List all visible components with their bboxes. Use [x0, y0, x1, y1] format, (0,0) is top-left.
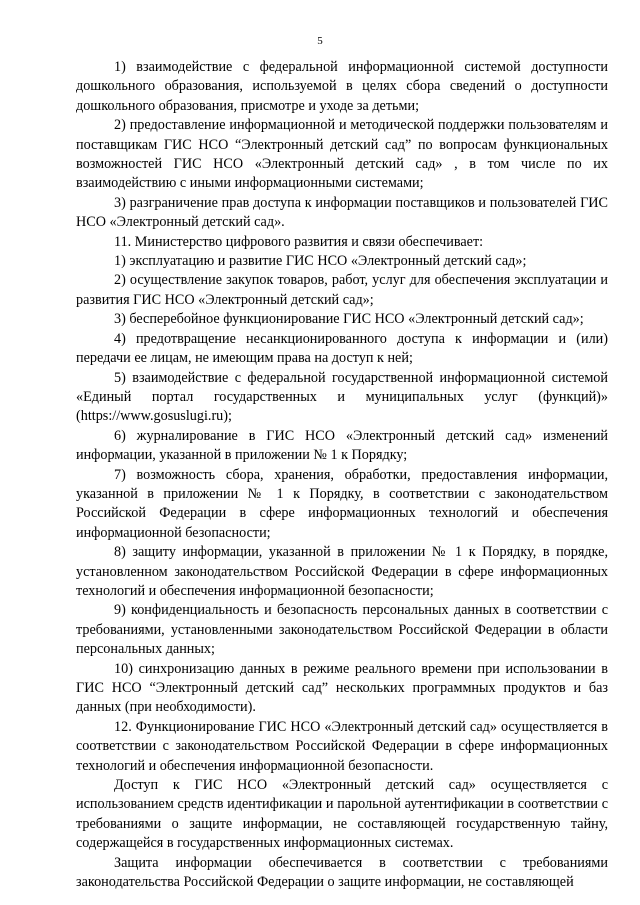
paragraph-section-12: 12. Функционирование ГИС НСО «Электронный детский сад» осуществляется в соответствии с законодательством Российской Федерации в сфере информационных технологий и обеспечения информационной безопасности.	[76, 718, 608, 774]
document-body	[76, 58, 608, 892]
paragraph-item-2: 2) предоставление информационной и методической поддержки пользователям и поставщикам ГИС НСО “Электронный детский сад” по вопросам функциональных возможностей ГИС НСО «Электронный детский сад» , в том числе по их взаимодействию с иными информационными системами;	[76, 117, 608, 192]
paragraph-item-11-9: 9) конфиденциальность и безопасность персональных данных в соответствии с требованиями, установленными законодательством Российской Федерации в области персональных данных;	[76, 602, 608, 658]
paragraph-item-1: 1) взаимодействие с федеральной информационной системой доступности дошкольного образования, используемой в целях сбора сведений о доступности дошкольного образования, присмотре и уходе за детьми;	[76, 59, 608, 114]
paragraph-access: Доступ к ГИС НСО «Электронный детский сад» осуществляется с использованием средств идентификации и парольной аутентификации в соответствии с требованиями о защите информации, не составляющей государственную тайну, содержащейся в государственных информационных системах.	[76, 777, 608, 852]
paragraph-item-11-7: 7) возможность сбора, хранения, обработки, предоставления информации, указанной в приложении № 1 к Порядку, в соответствии с законодательством Российской Федерации в сфере информационных технологий и обеспечения информационной безопасности;	[76, 466, 608, 541]
paragraph-item-3: 3) разграничение прав доступа к информации поставщиков и пользователей ГИС НСО «Электронный детский сад».	[76, 194, 608, 231]
paragraph-item-11-2: 2) осуществление закупок товаров, работ, услуг для обеспечения эксплуатации и развития ГИС НСО «Электронный детский сад»;	[76, 272, 608, 308]
paragraph-item-11-3: 3) бесперебойное функционирование ГИС НСО «Электронный детский сад»;	[114, 311, 584, 328]
paragraph-item-11-10: 10) синхронизацию данных в режиме реального времени при использовании в ГИС НСО “Электронный детский сад” нескольких программных продуктов и баз данных (при необходимости).	[76, 660, 608, 716]
paragraph-section-11: 11. Министерство цифрового развития и связи обеспечивает:	[114, 233, 484, 250]
paragraph-item-11-4: 4) предотвращение несанкционированного доступа к информации и (или) передачи ее лицам, не имеющим права на доступ к ней;	[76, 330, 608, 367]
paragraph-item-11-8: 8) защиту информации, указанной в приложении № 1 к Порядку, в порядке, установленном законодательством Российской Федерации в сфере информационных технологий и обеспечения информационной безопасности;	[76, 544, 608, 599]
paragraph-item-11-6: 6) журналирование в ГИС НСО «Электронный детский сад» изменений информации, указанной в приложении № 1 к Порядку;	[76, 427, 608, 464]
page-number: 5	[317, 35, 323, 47]
paragraph-protection: Защита информации обеспечивается в соответствии с требованиями законодательства Российской Федерации о защите информации, не составляющей	[76, 854, 608, 891]
paragraph-item-11-5: 5) взаимодействие с федеральной государственной информационной системой «Единый портал государственных и муниципальных услуг (функций)» (https://www.gosuslugi.ru);	[76, 369, 608, 425]
paragraph-item-11-1: 1) эксплуатацию и развитие ГИС НСО «Электронный детский сад»;	[114, 253, 527, 270]
